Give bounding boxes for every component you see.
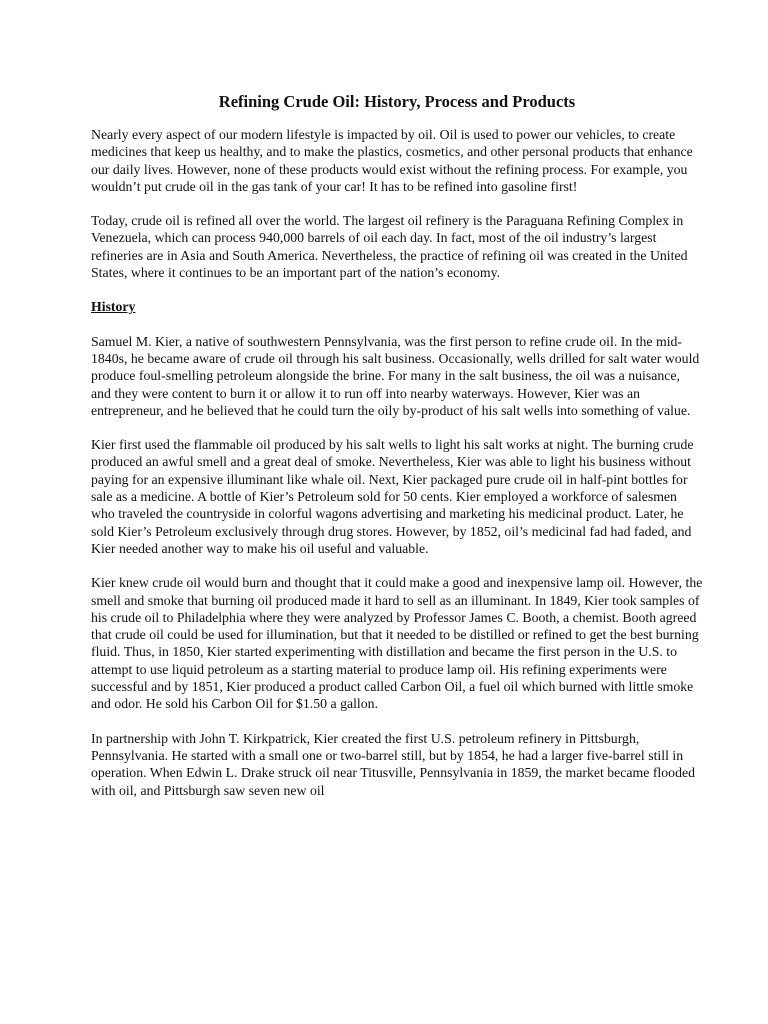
document-body bbox=[91, 92, 703, 816]
document-title: Refining Crude Oil: History, Process and Products bbox=[218, 92, 576, 111]
history-paragraph-1: Samuel M. Kier, a native of southwestern Pennsylvania, was the first person to refine crude oil. In the mid-1840s, he became aware of crude oil through his salt business. Occasionally, wells drilled for salt water would produce foul-smelling petroleum alongside the brine. For many in the salt business, the oil was a nuisance, and they were content to burn it or allow it to run off into nearby waterways. However, Kier was an entrepreneur, and he believed that he could turn the oily by-product of his salt wells into something of value. bbox=[91, 333, 700, 418]
history-paragraph-4: In partnership with John T. Kirkpatrick, Kier created the first U.S. petroleum refinery in Pittsburgh, Pennsylvania. He started with a small one or two-barrel still, but by 1854, he had a larger five-barrel still in operation. When Edwin L. Drake struck oil near Titusville, Pennsylvania in 1859, the market became flooded with oil, and Pittsburgh saw seven new oil bbox=[91, 730, 695, 798]
history-paragraph-2: Kier first used the flammable oil produced by his salt wells to light his salt works at night. The burning crude produced an awful smell and a great deal of smoke. Nevertheless, Kier was able to light his business without paying for an expensive illuminant like whale oil. Next, Kier packaged pure crude oil in half-pint bottles for sale as a medicine. A bottle of Kier’s Petroleum sold for 50 cents. Kier employed a workforce of salesmen who traveled the countryside in colorful wagons advertising and marketing his medicinal product. Later, he sold Kier’s Petroleum exclusively through drug stores. However, by 1852, oil’s medicinal fad had faded, and Kier needed another way to make his oil useful and valuable. bbox=[91, 437, 694, 556]
history-paragraph-3: Kier knew crude oil would burn and thought that it could make a good and inexpensive lamp oil. However, the smell and smoke that burning oil produced made it hard to sell as an illuminant. In 1849, Kier took samples of his crude oil to Philadelphia where they were analyzed by Professor James C. Booth, a chemist. Booth agreed that crude oil could be used for illumination, but that it needed to be distilled or refined to get the best burning fluid. Thus, in 1850, Kier started experimenting with distillation and became the first person in the U.S. to attempt to use liquid petroleum as a starting material to produce lamp oil. His refining experiments were successful and by 1851, Kier produced a product called Carbon Oil, a fuel oil which burned with little smoke and odor. He sold his Carbon Oil for $1.50 a gallon. bbox=[91, 575, 703, 712]
intro-paragraph-1: Nearly every aspect of our modern lifestyle is impacted by oil. Oil is used to power our vehicles, to create medicines that keep us healthy, and to make the plastics, cosmetics, and other personal products that enhance our daily lives. However, none of these products would exist without the refining process. For example, you wouldn’t put crude oil in the gas tank of your car! It has to be refined into gasoline first! bbox=[91, 127, 693, 194]
intro-paragraph-2: Today, crude oil is refined all over the world. The largest oil refinery is the Paraguana Refining Complex in Venezuela, which can process 940,000 barrels of oil each day. In fact, most of the oil industry’s largest refineries are in Asia and South America. Nevertheless, the practice of refining oil was created in the United States, where it continues to be an important part of the nation’s economy. bbox=[91, 213, 688, 281]
history-heading: History bbox=[91, 299, 136, 315]
